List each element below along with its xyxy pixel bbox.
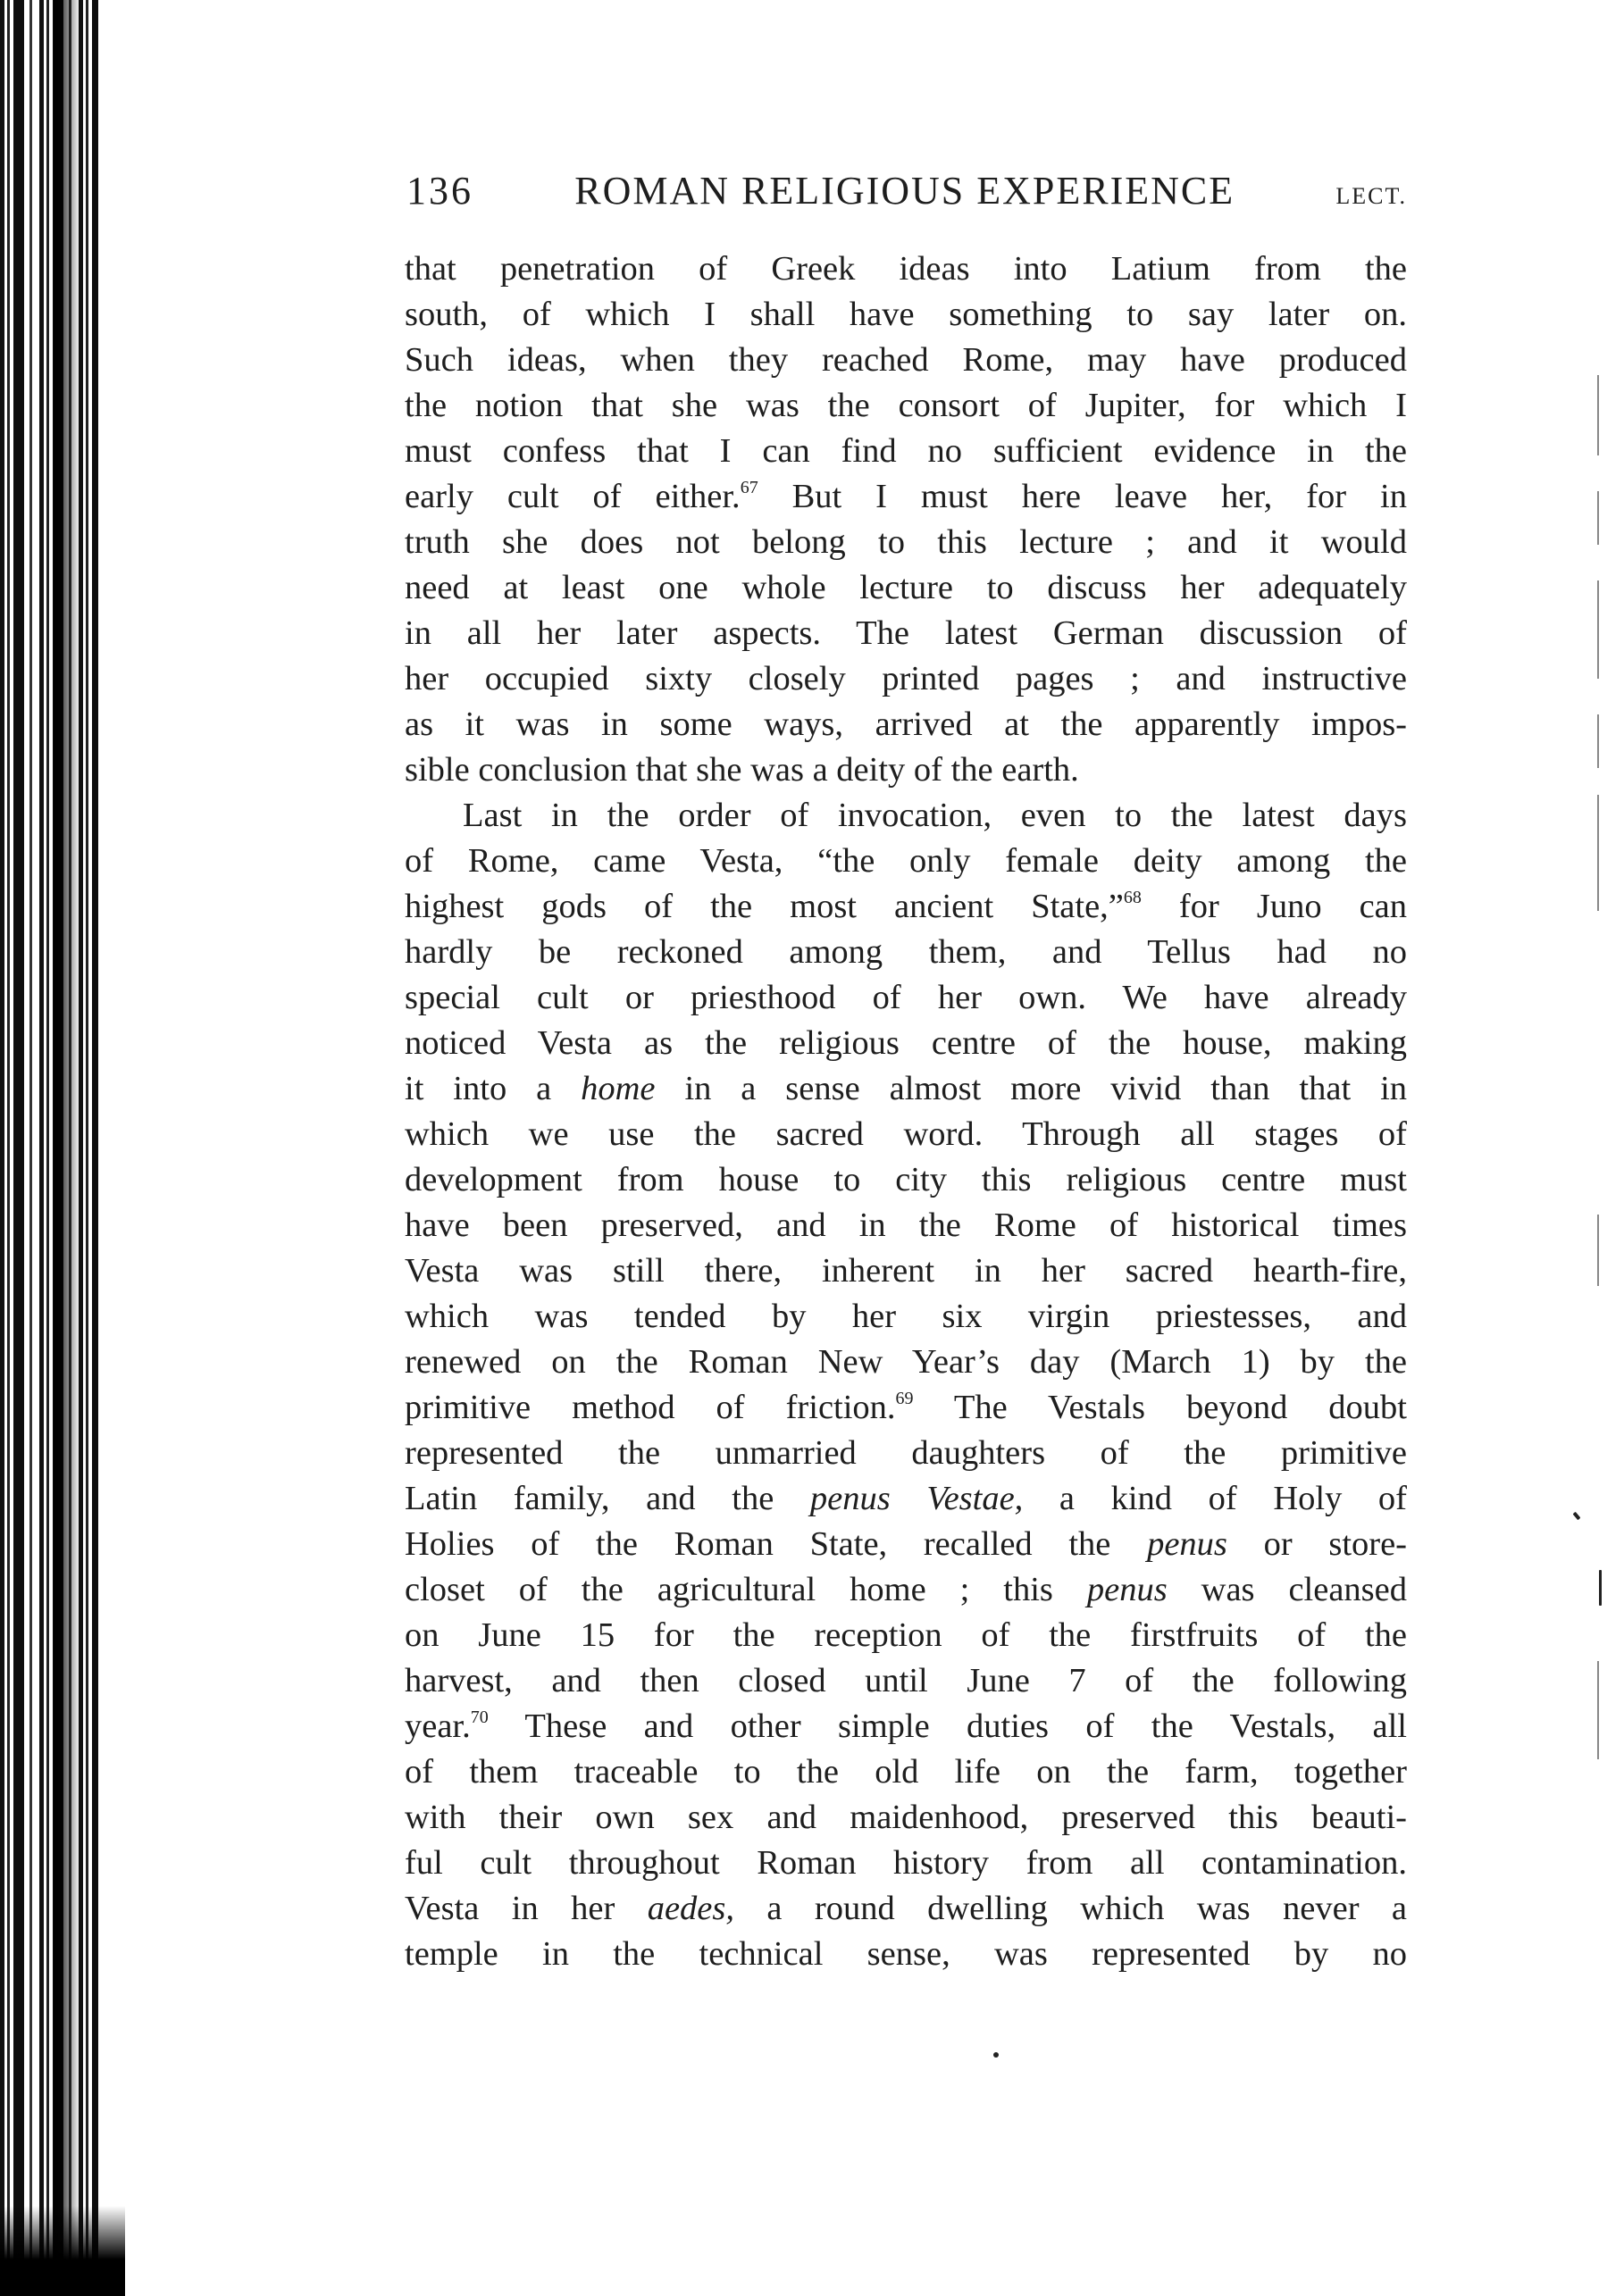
text-line: development from house to city this religious centre must bbox=[405, 1161, 1407, 1198]
text-line: Vesta was still there, inherent in her sacred hearth-fire, bbox=[405, 1252, 1407, 1290]
ink-speck bbox=[993, 2052, 999, 2058]
text-line: Last in the order of invocation, even to the latest days bbox=[463, 797, 1407, 834]
text-line: of Rome, came Vesta, “the only female deity among the bbox=[405, 842, 1407, 880]
text-line: in all her later aspects. The latest German discussion of bbox=[405, 614, 1407, 652]
text-line: ful cult throughout Roman history from all contamination. bbox=[405, 1844, 1407, 1882]
text-line: have been preserved, and in the Rome of historical times bbox=[405, 1206, 1407, 1244]
text-line: Vesta in her aedes, a round dwelling which was never a bbox=[405, 1890, 1408, 1927]
text-line: noticed Vesta as the religious centre of the house, making bbox=[405, 1024, 1407, 1062]
footnote-ref: 67 bbox=[740, 478, 758, 497]
text-line: as it was in some ways, arrived at the apparently impos- bbox=[405, 705, 1407, 743]
text-line: it into a home in a sense almost more vivid than that in bbox=[405, 1070, 1408, 1107]
page-number: 136 bbox=[406, 169, 473, 213]
text-line: the notion that she was the consort of Jupiter, for which I bbox=[405, 387, 1407, 424]
text-line: primitive method of friction.$^{69}$ The Vestals beyond doubt bbox=[405, 1389, 1407, 1426]
running-header bbox=[406, 168, 1407, 221]
text-line: early cult of either.$^{67}$ But I must here leave her, for in bbox=[405, 478, 1407, 515]
text-line: represented the unmarried daughters of the primitive bbox=[405, 1434, 1407, 1472]
footnote-ref: 69 bbox=[895, 1389, 914, 1408]
ink-speck bbox=[1573, 1512, 1581, 1520]
text-line: harvest, and then closed until June 7 of the following bbox=[405, 1662, 1407, 1699]
footnote-ref: 68 bbox=[1123, 888, 1142, 907]
footnote-ref: 70 bbox=[470, 1707, 489, 1727]
text-line: must confess that I can find no sufficient evidence in the bbox=[405, 432, 1407, 470]
text-line: sible conclusion that she was a deity of the earth. bbox=[405, 751, 1079, 789]
text-line: that penetration of Greek ideas into Latium from the bbox=[405, 250, 1407, 288]
text-line: special cult or priesthood of her own. We have already bbox=[405, 979, 1407, 1016]
text-line: Latin family, and the penus Vestae, a kind of Holy of bbox=[405, 1480, 1407, 1517]
text-line: year.$^{70}$ These and other simple duties of the Vestals, all bbox=[405, 1707, 1407, 1745]
text-line: hardly be reckoned among them, and Tellus had no bbox=[405, 933, 1407, 971]
text-line: temple in the technical sense, was represented by no bbox=[405, 1935, 1407, 1973]
text-line: which we use the sacred word. Through all stages of bbox=[405, 1115, 1407, 1153]
running-title: ROMAN RELIGIOUS EXPERIENCE bbox=[574, 169, 1235, 213]
page-edge-marks bbox=[1597, 375, 1601, 1759]
text-line: need at least one whole lecture to discuss her adequately bbox=[405, 569, 1407, 606]
text-line: with their own sex and maidenhood, preserved this beauti- bbox=[405, 1799, 1407, 1836]
text-line: highest gods of the most ancient State,”$^{68}$ for Juno can bbox=[405, 888, 1408, 925]
body-text bbox=[405, 246, 1407, 1977]
text-line: Holies of the Roman State, recalled the penus or store- bbox=[405, 1525, 1408, 1563]
gutter-shadow bbox=[54, 0, 125, 2296]
gutter-foot-shadow bbox=[0, 2206, 125, 2296]
text-line: closet of the agricultural home ; this penus was cleansed bbox=[405, 1571, 1407, 1608]
ink-speck bbox=[1599, 1570, 1602, 1606]
text-line: of them traceable to the old life on the farm, together bbox=[405, 1753, 1407, 1791]
text-line: her occupied sixty closely printed pages ; and instructive bbox=[405, 660, 1407, 697]
text-line: renewed on the Roman New Year’s day (March 1) by the bbox=[405, 1343, 1407, 1381]
header-section-label: LECT. bbox=[1335, 183, 1407, 209]
text-line: Such ideas, when they reached Rome, may have produced bbox=[405, 341, 1407, 379]
text-line: on June 15 for the reception of the firstfruits of the bbox=[405, 1616, 1407, 1654]
text-line: truth she does not belong to this lecture ; and it would bbox=[405, 523, 1407, 561]
text-line: south, of which I shall have something to say later on. bbox=[405, 296, 1407, 333]
text-line: which was tended by her six virgin priestesses, and bbox=[405, 1298, 1407, 1335]
